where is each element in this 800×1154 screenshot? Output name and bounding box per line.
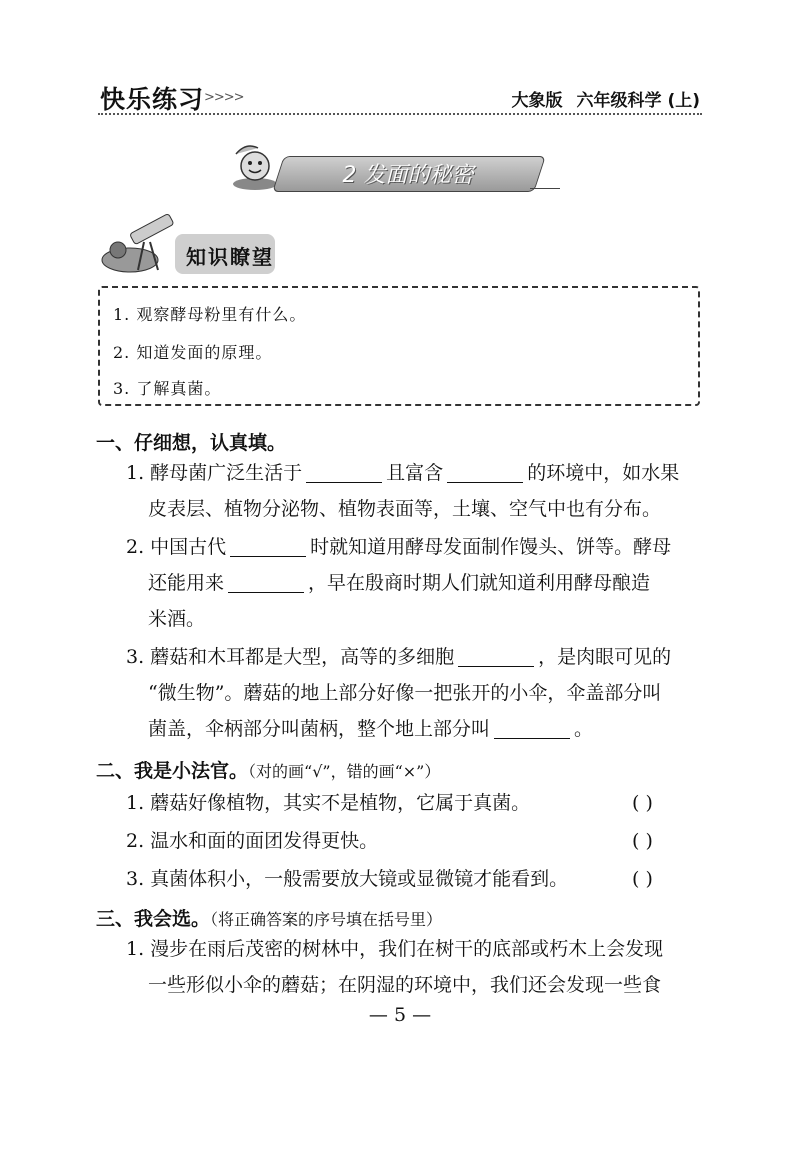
- section2-note: （对的画“√”，错的画“×”）: [248, 762, 441, 781]
- section3-title: 三、我会选。（将正确答案的序号填在括号里）: [96, 908, 443, 930]
- edition-info: [512, 86, 700, 111]
- telescope-icon: [100, 210, 180, 276]
- section1-title: 一、仔细想，认真填。: [96, 432, 287, 454]
- answer-blank[interactable]: [228, 591, 304, 593]
- page-number: — 5 —: [368, 1004, 432, 1026]
- knowledge-heading: 知识瞭望: [186, 245, 274, 269]
- judge-item: 1. 蘑菇好像植物，其实不是植物，它属于真菌。: [126, 792, 531, 814]
- arrows-icon: >>>>: [204, 90, 244, 105]
- series-title: 快乐练习: [100, 85, 205, 114]
- judge-item: 3. 真菌体积小，一般需要放大镜或显微镜才能看到。: [126, 868, 569, 890]
- answer-blank[interactable]: [447, 481, 523, 483]
- subject-label: 六年级科学 (上): [576, 91, 700, 111]
- question-line: 还能用来 ，早在殷商时期人们就知道利用酵母酿造: [148, 572, 651, 594]
- question-line: 米酒。: [148, 608, 206, 630]
- question-line: 1. 漫步在雨后茂密的树林中，我们在树干的底部或朽木上会发现: [126, 938, 664, 960]
- question-line: 一些形似小伞的蘑菇；在阴湿的环境中，我们还会发现一些食: [148, 974, 662, 996]
- question-line: “微生物”。蘑菇的地上部分好像一把张开的小伞，伞盖部分叫: [148, 682, 662, 704]
- lesson-title: 2 发面的秘密: [342, 163, 474, 188]
- banner-tail: [530, 188, 560, 189]
- question-line: 皮表层、植物分泌物、植物表面等，土壤、空气中也有分布。: [148, 498, 662, 520]
- question-line: 3. 蘑菇和木耳都是大型，高等的多细胞 ，是肉眼可见的: [126, 646, 672, 668]
- question-line: 1. 酵母菌广泛生活于 且富含 的环境中，如水果: [126, 462, 680, 484]
- answer-blank[interactable]: [306, 481, 382, 483]
- edition-label: 大象版: [511, 91, 563, 111]
- objective-item: 3. 了解真菌。: [113, 379, 222, 398]
- answer-blank[interactable]: [458, 665, 534, 667]
- objective-item: 1. 观察酵母粉里有什么。: [113, 305, 307, 324]
- header-divider: [98, 113, 702, 115]
- section3-note: （将正确答案的序号填在括号里）: [210, 910, 443, 929]
- answer-paren[interactable]: ( ): [632, 830, 653, 852]
- answer-paren[interactable]: ( ): [632, 868, 653, 890]
- section2-title: 二、我是小法官。（对的画“√”，错的画“×”）: [96, 760, 441, 782]
- judge-item: 2. 温水和面的面团发得更快。: [126, 830, 379, 852]
- answer-blank[interactable]: [230, 555, 306, 557]
- question-line: 2. 中国古代 时就知道用酵母发面制作馒头、饼等。酵母: [126, 536, 672, 558]
- answer-paren[interactable]: ( ): [632, 792, 653, 814]
- answer-blank[interactable]: [494, 737, 570, 739]
- question-line: 菌盖，伞柄部分叫菌柄，整个地上部分叫 。: [148, 718, 594, 740]
- objective-item: 2. 知道发面的原理。: [113, 343, 273, 362]
